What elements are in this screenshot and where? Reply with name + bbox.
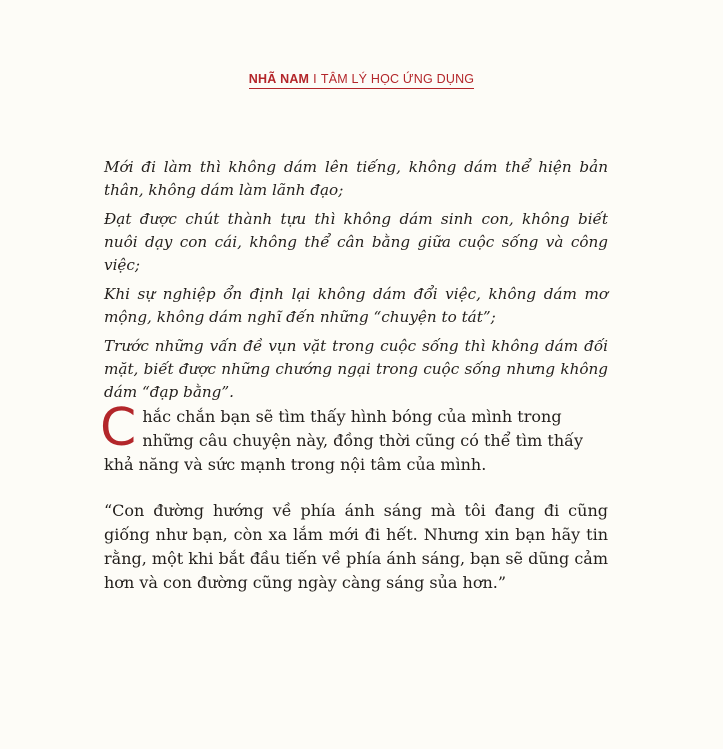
intro-line: Mới đi làm thì không dám lên tiếng, không dám thể hiện bản thân, không dám làm lãnh đạo; — [104, 158, 608, 199]
body-paragraph-2: “Con đường hướng về phía ánh sáng mà tôi đang đi cũng giống như bạn, còn xa lắm mới đi hết. Nhưng xin bạn hãy tin rằng, một khi bắt đầu tiến về phía ánh sáng, bạn sẽ dũng cảm hơn và con đường cũng ngày càng sáng sủa hơn.” — [104, 501, 608, 592]
series-title: TÂM LÝ HỌC ỨNG DỤNG — [320, 72, 475, 86]
intro-line: Đạt được chút thành tựu thì không dám sinh con, không biết nuôi dạy con cái, không thể cân bằng giữa cuộc sống và công việc; — [104, 210, 608, 274]
header-separator: I — [313, 72, 317, 86]
header-rule — [249, 72, 474, 89]
intro-line: Khi sự nghiệp ổn định lại không dám đổi việc, không dám mơ mộng, không dám nghĩ đến những “chuyện to tát”; — [104, 285, 608, 326]
drop-cap: C — [100, 398, 137, 458]
intro-line: Trước những vấn đề vụn vặt trong cuộc sống thì không dám đối mặt, biết được những chướng ngại trong cuộc sống nhưng không dám “đạp bằng”. — [104, 337, 608, 401]
italic-intro — [104, 156, 608, 410]
paragraph-1-text: hắc chắn bạn sẽ tìm thấy hình bóng của mình trong những câu chuyện này, đồng thời cũng có thể tìm thấy khả năng và sức mạnh trong nội tâm của mình. — [104, 407, 584, 474]
publisher-name: NHÃ NAM — [248, 72, 310, 86]
body-paragraph-1 — [100, 398, 608, 477]
running-header — [0, 72, 723, 89]
